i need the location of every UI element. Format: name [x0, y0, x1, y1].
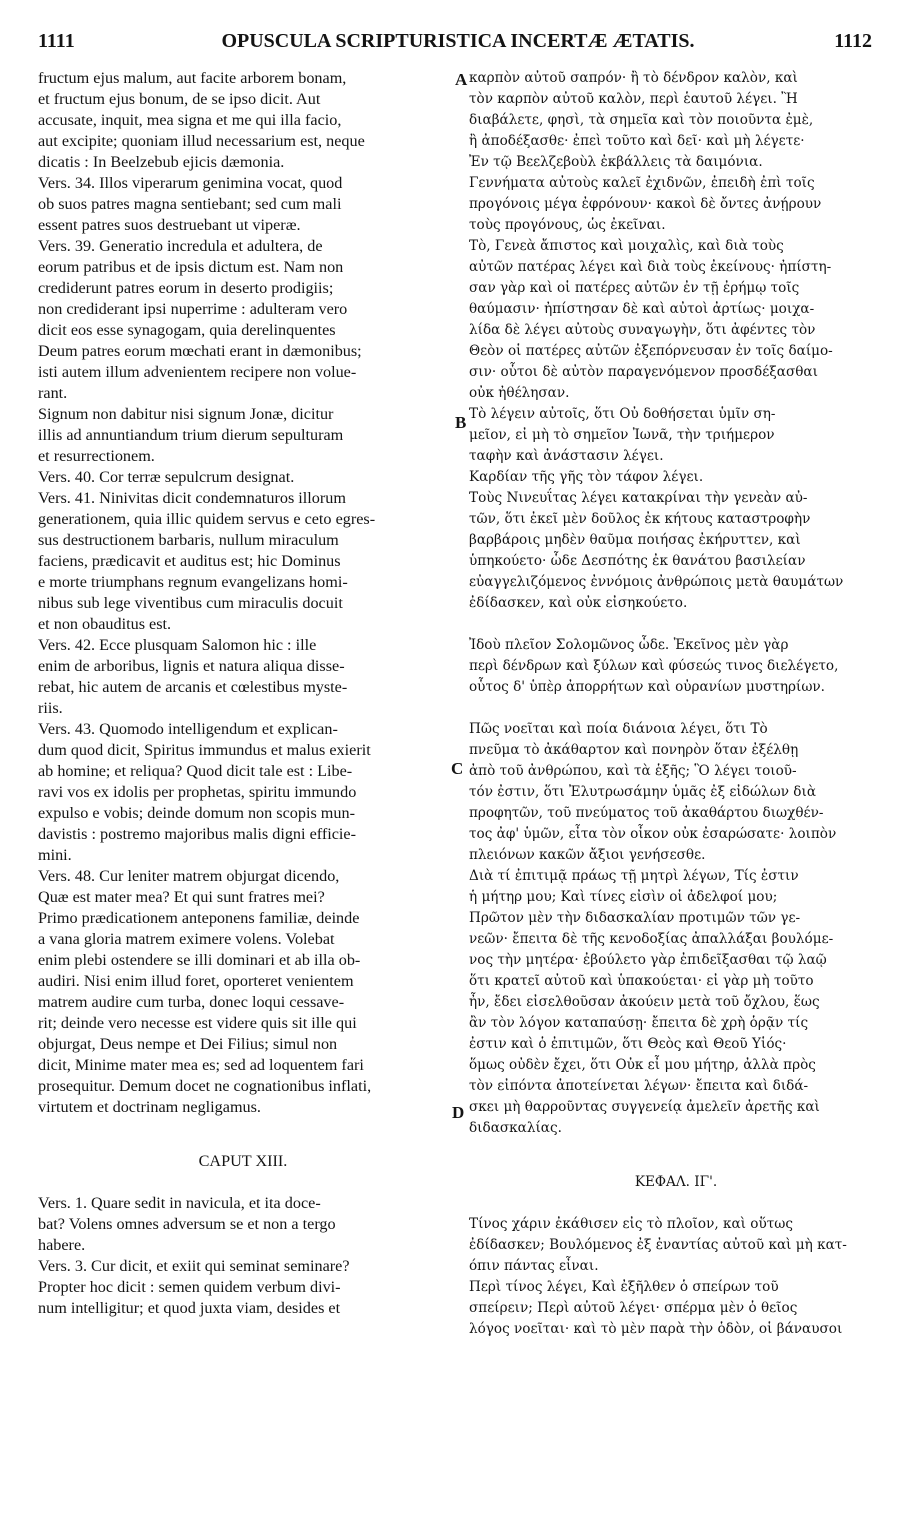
latin-text-line: prosequitur. Demum docet ne cognationibus inflati,: [38, 1077, 372, 1095]
greek-column: [469, 68, 883, 1340]
greek-text-line: θαύμασιν· ἠπίστησαν δὲ καὶ αὐτοὶ ἀρτίως· μοιχα-: [469, 301, 815, 317]
greek-text-line: νεῶν· ἔπειτα δὲ τῆς κενοδοξίας ἀπαλλάξαι βουλόμε-: [469, 931, 834, 947]
latin-text-line: Quæ est mater mea? Et qui sunt fratres mei?: [38, 888, 325, 906]
greek-text-line: τοὺς προγόνους, ὡς ἐκεῖναι.: [469, 217, 666, 233]
latin-text-line: Vers. 3. Cur dicit, et exiit qui seminat seminare?: [38, 1257, 350, 1275]
latin-text-line: dicit eos esse synagogam, quia derelinquentes: [38, 321, 336, 339]
latin-text-line: Signum non dabitur nisi signum Jonæ, dicitur: [38, 405, 334, 423]
latin-text-line: rebat, hic autem de arcanis et cœlestibus myste-: [38, 678, 348, 696]
greek-text-line: προγόνοις μέγα ἐφρόνουν· κακοὶ δὲ ὄντες ἀνῄρουν: [469, 196, 822, 212]
greek-text-line: ἦν, ἔδει εἰσελθοῦσαν ἀκούειν μετὰ τοῦ ὄχλου, ἕως: [469, 994, 820, 1010]
greek-text-line: ἢ ἀποδέξασθε· ἐπεὶ τοῦτο καὶ δεῖ· καὶ μὴ λέγετε·: [469, 133, 805, 149]
greek-text-line: λίδα δὲ λέγει αὐτοὺς συναγωγὴν, ὅτι ἀφέντες τὸν: [469, 322, 816, 338]
greek-text-line: περὶ δένδρων καὶ ξύλων καὶ φύσεώς τινος διελέγετο,: [469, 658, 839, 674]
latin-text-line: crediderunt patres eorum in deserto prodigiis;: [38, 279, 334, 297]
latin-text-line: fructum ejus malum, aut facite arborem bonam,: [38, 69, 347, 87]
latin-text-line: accusate, inquit, mea signa et me qui illa facio,: [38, 111, 342, 129]
greek-text-line: Πῶς νοεῖται καὶ ποία διάνοια λέγει, ὅτι Τὸ: [469, 721, 768, 737]
greek-text-line: σκει μὴ θαρροῦντας συγγενείᾳ ἀμελεῖν ἀρετῆς καὶ: [469, 1099, 820, 1115]
greek-text-line: ἐστιν καὶ ὁ ἐπιτιμῶν, ὅτι Θεὸς καὶ Θεοῦ Υἱός·: [469, 1036, 787, 1052]
latin-text-line: aut excipite; quoniam illud necessarium est, neque: [38, 132, 365, 150]
latin-text-line: Vers. 39. Generatio incredula et adultera, de: [38, 237, 323, 255]
greek-text-line: ὅτι κρατεῖ αὐτοῦ καὶ ὑπακούεται· εἰ γὰρ μὴ τοῦτο: [469, 973, 814, 989]
greek-chapter-heading: ΚΕΦΑΛ. ΙΓ'.: [634, 1174, 718, 1190]
greek-text-line: τόν ἐστιν, ὅτι Ἐλυτρωσάμην ὑμᾶς ἐξ εἰδώλων διὰ: [469, 784, 817, 800]
latin-text-line: num intelligitur; et quod juxta viam, desides et: [38, 1299, 341, 1317]
latin-text-line: rant.: [38, 384, 68, 402]
greek-text-line: νος τὴν μητέρα· ἐβούλετο γὰρ ἐπιδεῖξασθαι τῷ λαῷ: [469, 952, 827, 968]
latin-text-line: riis.: [38, 699, 63, 717]
latin-text-line: expulso e vobis; deinde domum non scopis mun-: [38, 804, 355, 822]
latin-text-line: audiri. Nisi enim illud foret, oporteret venientem: [38, 972, 354, 990]
greek-text-line: σπείρειν; Περὶ αὐτοῦ λέγει· σπέρμα μὲν ὁ θεῖος: [469, 1300, 798, 1316]
spacer: [469, 698, 883, 719]
greek-text-line: μεῖον, εἰ μὴ τὸ σημεῖον Ἰωνᾶ, τὴν τριήμερον: [469, 427, 775, 443]
spacer: [469, 614, 883, 635]
spacer: [469, 1193, 883, 1214]
latin-text-line: enim plebi ostendere se illi dominari et ab illa ob-: [38, 951, 361, 969]
left-page-number: 1111: [38, 30, 75, 52]
latin-text-line: virtutem et doctrinam negligamus.: [38, 1098, 261, 1116]
latin-column: [38, 68, 448, 1319]
greek-text-line: Πρῶτον μὲν τὴν διδασκαλίαν προτιμῶν τῶν γε-: [469, 910, 801, 926]
latin-text-line: et resurrectionem.: [38, 447, 155, 465]
greek-text-line: ἐδίδασκεν, καὶ οὐκ εἰσηκούετο.: [469, 595, 688, 611]
latin-text-line: isti autem illum advenientem recipere non volue-: [38, 363, 357, 381]
latin-text-line: Vers. 41. Ninivitas dicit condemnaturos illorum: [38, 489, 346, 507]
latin-text-line: matrem audire cum turba, donec loqui cessave-: [38, 993, 345, 1011]
latin-text-line: mini.: [38, 846, 72, 864]
latin-text-line: objurgat, Deus nempe et Dei Filius; simul non: [38, 1035, 338, 1053]
latin-text-line: Vers. 43. Quomodo intelligendum et explican-: [38, 720, 338, 738]
latin-text-line: generationem, quia illic quidem servus e ceto egres-: [38, 510, 376, 528]
greek-text-line: προφητῶν, τοῦ πνεύματος τοῦ ἀκαθάρτου διωχθέν-: [469, 805, 824, 821]
margin-marker-a: A: [455, 70, 468, 89]
greek-text-line: τὸν καρπὸν αὐτοῦ καλὸν, περὶ ἑαυτοῦ λέγει. Ἢ: [469, 91, 798, 107]
latin-text-line: faciens, prædicavit et auditus est; hic Dominus: [38, 552, 341, 570]
latin-text-line: rit; deinde vero necesse est videre quis sit ille qui: [38, 1014, 357, 1032]
latin-text-line: enim de arboribus, lignis et natura aliqua disse-: [38, 657, 345, 675]
latin-text-line: bat? Volens omnes adversum se et non a tergo: [38, 1215, 336, 1233]
greek-text-line: Γεννήματα αὐτοὺς καλεῖ ἐχιδνῶν, ἐπειδὴ ἐπὶ τοῖς: [469, 175, 815, 191]
greek-text-line: σιν· οὗτοι δὲ αὐτὸν παραγενόμενον προσδέξασθαι: [469, 364, 818, 380]
latin-text-line: Vers. 1. Quare sedit in navicula, et ita doce-: [38, 1194, 321, 1212]
greek-text-line: Ἐν τῷ Βεελζεβοὺλ ἐκβάλλεις τὰ δαιμόνια.: [469, 154, 763, 170]
greek-text-line: τὸν εἰπόντα ἀποτείνεται λέγων· ἔπειτα καὶ διδά-: [469, 1078, 809, 1094]
latin-text-line: dum quod dicit, Spiritus immundus et malus exierit: [38, 741, 371, 759]
greek-text-line: ὑπηκούετο· ὧδε Δεσπότης ἐκ θανάτου βασιλείαν: [469, 553, 806, 569]
greek-text-line: τος ἀφ' ὑμῶν, εἶτα τὸν οἶκον οὐκ ἐσαρώσατε· λοιπὸν: [469, 826, 837, 842]
greek-text-line: όπιν πάντας εἶναι.: [469, 1258, 599, 1274]
latin-text-line: e morte triumphans regnum evangelizans homi-: [38, 573, 348, 591]
greek-text-line: πνεῦμα τὸ ἀκάθαρτον καὶ πονηρὸν ὅταν ἐξέλθῃ: [469, 742, 799, 758]
latin-text-line: Vers. 34. Illos viperarum genimina vocat, quod: [38, 174, 343, 192]
greek-text-line: διαβάλετε, φησὶ, τὰ σημεῖα καὶ τὸν ποιοῦντα ἐμὲ,: [469, 112, 814, 128]
spacer: [38, 1172, 448, 1193]
greek-text-line: πλειόνων κακῶν ἄξιοι γενήσεσθε.: [469, 847, 706, 863]
greek-text-line: Ἰδοὺ πλεῖον Σολομῶνος ὧδε. Ἐκεῖνος μὲν γὰρ: [469, 637, 789, 653]
margin-marker-d: D: [452, 1103, 465, 1122]
greek-text-line: Καρδίαν τῆς γῆς τὸν τάφον λέγει.: [469, 469, 704, 485]
greek-text-line: διδασκαλίας.: [469, 1120, 562, 1136]
latin-text-line: essent patres suos destruebant ut viperæ.: [38, 216, 301, 234]
greek-text-line: καρπὸν αὐτοῦ σαπρόν· ἢ τὸ δένδρον καλὸν, καὶ: [469, 70, 798, 86]
right-page-number: 1112: [834, 30, 872, 52]
spacer: [469, 1139, 883, 1172]
greek-text-line: ἡ μήτηρ μου; Καὶ τίνες εἰσὶν οἱ ἀδελφοί μου;: [469, 889, 778, 905]
greek-text-line: σαν γὰρ καὶ οἱ πατέρες αὐτῶν ἐν τῇ ἐρήμῳ τοῖς: [469, 280, 800, 296]
greek-text-line: λόγος νοεῖται· καὶ τὸ μὲν παρὰ τὴν ὁδὸν, οἱ βάναυσοι: [469, 1321, 843, 1337]
greek-text-line: Τὸ λέγειν αὐτοῖς, ὅτι Οὐ δοθήσεται ὑμῖν ση-: [469, 406, 776, 422]
greek-text-line: ἂν τὸν λόγον καταπαύσῃ· ἔπειτα δὲ χρὴ ὁρᾷν τίς: [469, 1015, 809, 1031]
latin-text-line: illis ad annuntiandum trium dierum sepulturam: [38, 426, 344, 444]
latin-text-line: Deum patres eorum mœchati erant in dæmonibus;: [38, 342, 362, 360]
latin-text-line: davistis : postremo majoribus malis digni efficie-: [38, 825, 357, 843]
greek-text-line: εὐαγγελιζόμενος ἐννόμοις ἀνθρώποις μετὰ θαυμάτων: [469, 574, 844, 590]
greek-text-line: τῶν, ὅτι ἐκεῖ μὲν δοῦλος ἐκ κήτους καταστροφὴν: [469, 511, 811, 527]
latin-text-line: et non obauditus est.: [38, 615, 172, 633]
latin-text-line: dicatis : In Beelzebub ejicis dæmonia.: [38, 153, 285, 171]
greek-text-line: Περὶ τίνος λέγει, Καὶ ἐξῆλθεν ὁ σπείρων τοῦ: [469, 1279, 779, 1295]
latin-chapter-heading: CAPUT XIII.: [198, 1152, 288, 1170]
latin-text-line: non crediderant ipsi nuperrime : adulteram vero: [38, 300, 348, 318]
greek-text-line: οὗτος δ' ὑπὲρ ἀπορρήτων καὶ οὐρανίων μυστηρίων.: [469, 679, 825, 695]
latin-text-line: nibus sub lege viventibus cum miraculis docuit: [38, 594, 343, 612]
greek-text-line: ταφὴν καὶ ἀνάστασιν λέγει.: [469, 448, 664, 464]
latin-text-line: habere.: [38, 1236, 86, 1254]
latin-text-line: ab homine; et reliqua? Quod dicit tale est : Libe-: [38, 762, 353, 780]
running-title: OPUSCULA SCRIPTURISTICA INCERTÆ ÆTATIS.: [221, 30, 695, 52]
latin-text-line: Vers. 48. Cur leniter matrem objurgat dicendo,: [38, 867, 340, 885]
greek-text-line: βαρβάροις μηδὲν θαῦμα ποιήσας ἐκήρυττεν, καὶ: [469, 532, 801, 548]
greek-text-line: Τίνος χάριν ἐκάθισεν εἰς τὸ πλοῖον, καὶ οὕτως: [469, 1216, 793, 1232]
margin-marker-c: C: [451, 759, 464, 778]
greek-text-line: ἀπὸ τοῦ ἀνθρώπου, καὶ τὰ ἑξῆς; Ὃ λέγει τοιοῦ-: [469, 763, 797, 779]
margin-marker-b: B: [455, 413, 467, 432]
greek-text-line: Διὰ τί ἐπιτιμᾷ πράως τῇ μητρὶ λέγων, Τίς ἐστιν: [469, 868, 799, 884]
greek-text-line: Θεὸν οἱ πατέρες αὐτῶν ἐξεπόρνευσαν ἐν τοῖς δαίμο-: [469, 343, 833, 359]
latin-text-line: sus destructionem barbaris, nullum miraculum: [38, 531, 339, 549]
latin-text-line: ob suos patres magna sentiebant; sed cum mali: [38, 195, 342, 213]
greek-text-line: αὐτῶν πατέρας λέγει καὶ διὰ τοὺς ἐκείνους· ἠπίστη-: [469, 259, 832, 275]
spacer: [38, 1118, 448, 1151]
greek-text-line: ὅμως οὐδὲν ἔχει, ὅτι Οὐκ εἶ μου μήτηρ, ἀλλὰ πρὸς: [469, 1057, 816, 1073]
latin-text-line: ravi vos ex idolis per prophetas, spiritu immundo: [38, 783, 357, 801]
latin-text-line: eorum patribus et de ipsis dictum est. Nam non: [38, 258, 344, 276]
greek-text-line: Τὸ, Γενεὰ ἄπιστος καὶ μοιχαλὶς, καὶ διὰ τοὺς: [469, 238, 784, 254]
latin-text-line: dicit, Minime mater mea es; sed ad loquentem fari: [38, 1056, 364, 1074]
latin-text-line: a vana gloria matrem eximere volens. Volebat: [38, 930, 335, 948]
latin-text-line: Propter hoc dicit : semen quidem verbum divi-: [38, 1278, 341, 1296]
greek-text-line: Τοὺς Νινευΐτας λέγει κατακρίναι τὴν γενεὰν αὐ-: [469, 490, 808, 506]
greek-text-line: οὐκ ἠθέλησαν.: [469, 385, 570, 401]
greek-text-line: ἐδίδασκεν; Βουλόμενος ἐξ ἐναντίας αὐτοῦ καὶ μὴ κατ-: [469, 1237, 847, 1253]
latin-text-line: Primo prædicationem anteponens familiæ, deinde: [38, 909, 360, 927]
latin-text-line: Vers. 42. Ecce plusquam Salomon hic : ille: [38, 636, 317, 654]
latin-text-line: Vers. 40. Cor terræ sepulcrum designat.: [38, 468, 295, 486]
latin-text-line: et fructum ejus bonum, de se ipso dicit. Aut: [38, 90, 321, 108]
